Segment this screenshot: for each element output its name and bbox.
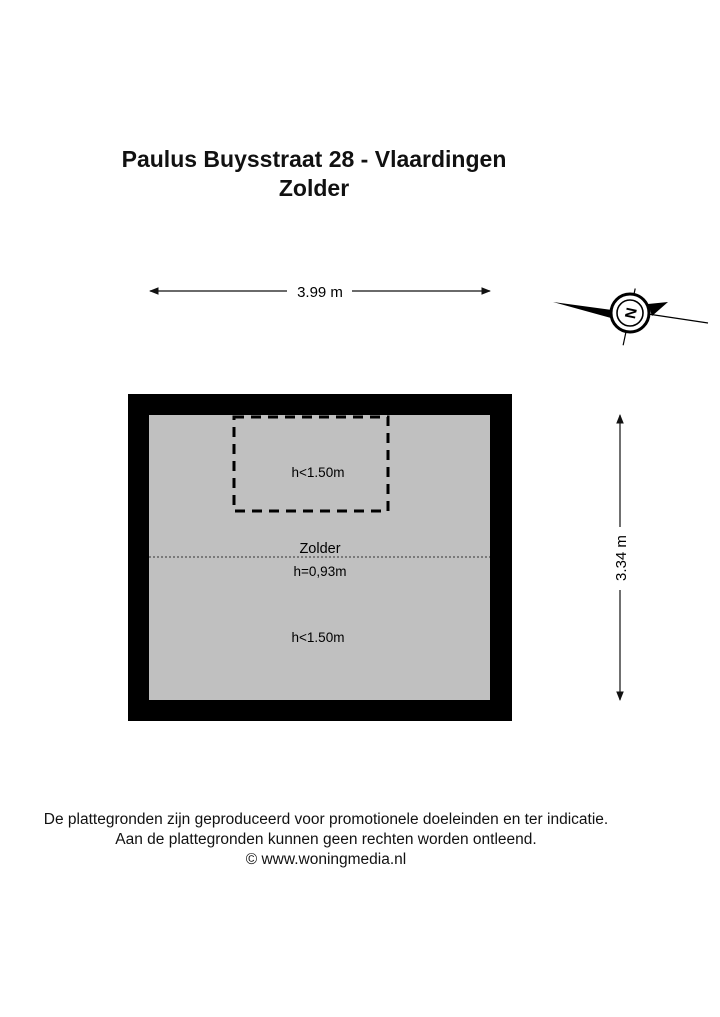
dormer-height-label: h<1.50m bbox=[291, 465, 345, 480]
compass-icon bbox=[553, 289, 708, 346]
plan-title: Paulus Buysstraat 28 - Vlaardingen bbox=[121, 146, 507, 172]
room-label: Zolder bbox=[299, 541, 341, 557]
compass-north-letter: N bbox=[622, 306, 641, 321]
width-dimension-label: 3.99 m bbox=[297, 284, 343, 301]
floor-name: Zolder bbox=[278, 175, 350, 201]
lower-height-label: h<1.50m bbox=[291, 630, 345, 645]
disclaimer-line-1: De plattegronden zijn geproduceerd voor promotionele doeleinden en ter indicatie. bbox=[43, 811, 609, 828]
disclaimer-line-2: Aan de plattegronden kunnen geen rechten worden ontleend. bbox=[115, 831, 537, 848]
depth-dimension bbox=[613, 415, 630, 700]
width-dimension bbox=[150, 284, 490, 301]
copyright-line: © www.woningmedia.nl bbox=[245, 851, 407, 868]
depth-dimension-label: 3.34 m bbox=[613, 535, 630, 581]
height-line-label: h=0,93m bbox=[293, 564, 347, 579]
